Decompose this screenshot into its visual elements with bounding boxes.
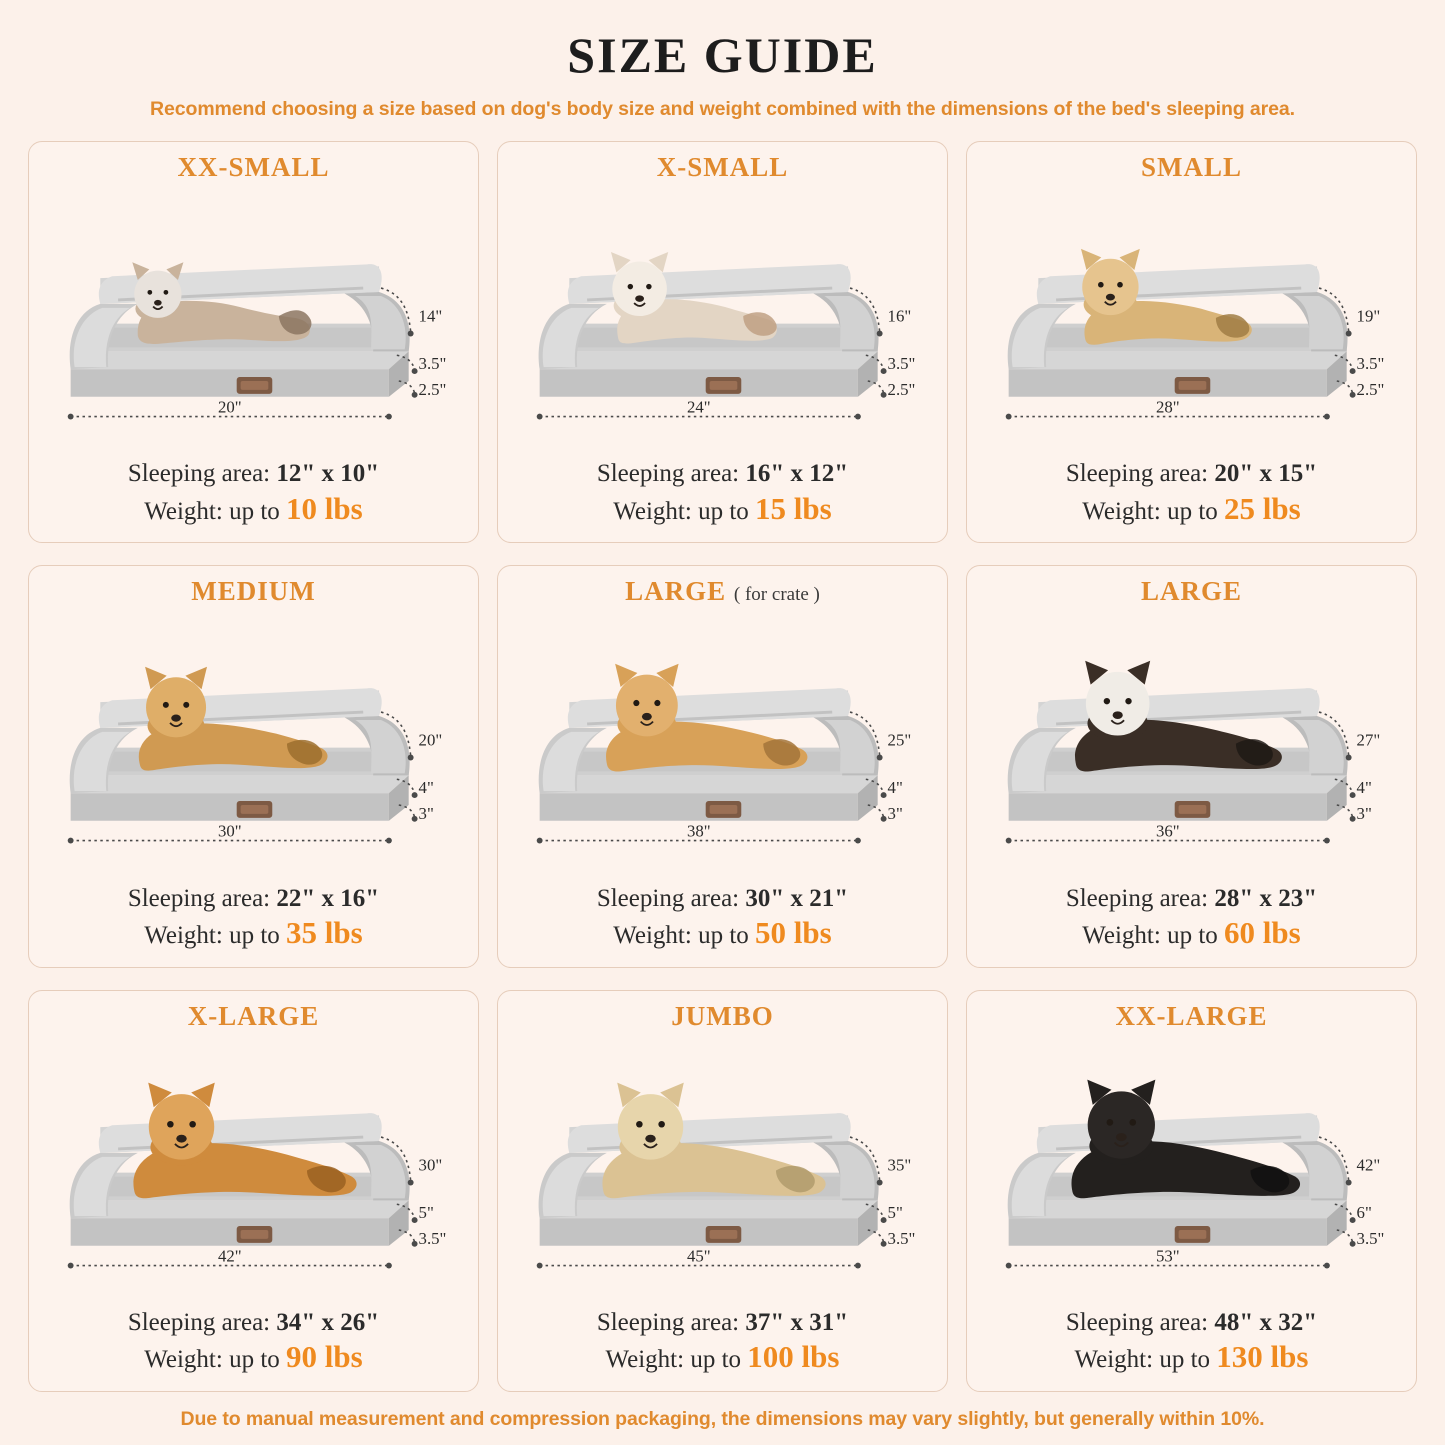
page-subtitle: Recommend choosing a size based on dog's body size and weight combined with the dimensions of the bed's sleeping area. [150,98,1295,120]
sleeping-area-value: 28" x 23" [1214,884,1318,912]
weight-line [41,1338,466,1377]
weight-upto-label: up to [1167,497,1218,525]
sleeping-area-line [41,458,466,489]
svg-text:25": 25" [887,730,912,750]
size-card-specs [510,458,935,528]
weight-line [41,490,466,529]
size-card-title [1141,576,1242,607]
size-card-x-small-1 [497,141,948,543]
size-name: JUMBO [671,1000,774,1031]
svg-text:24": 24" [686,397,711,417]
size-name: SMALL [1140,152,1243,182]
bed-illustration [41,185,466,458]
weight-upto-label: up to [229,921,280,949]
bed-illustration [979,185,1404,458]
weight-upto-label: up to [1167,921,1218,949]
size-card-xx-small-0 [28,141,479,543]
sleeping-area-value: 37" x 31" [745,1309,849,1336]
weight-value: 25 lbs [1224,490,1301,526]
size-note: ( for crate ) [733,584,820,606]
weight-value: 50 lbs [755,914,832,950]
svg-text:20": 20" [217,397,242,417]
weight-line [979,914,1404,953]
svg-text:2.5": 2.5" [418,379,447,399]
page-title: SIZE GUIDE [567,27,878,83]
sleeping-area-label: Sleeping area: [596,884,740,912]
weight-upto-label: up to [229,497,280,525]
svg-text:3.5": 3.5" [887,1228,916,1248]
bed-diagram [41,185,466,458]
weight-upto-label: up to [698,921,749,949]
weight-label: Weight: [613,921,692,949]
sleeping-area-label: Sleeping area: [596,460,740,488]
sleeping-area-line [510,1307,935,1338]
size-card-jumbo-7 [497,990,948,1392]
size-card-specs [979,458,1404,528]
size-card-title [1115,1001,1267,1032]
size-name: XX-SMALL [177,152,330,182]
svg-text:3.5": 3.5" [1356,1228,1385,1248]
svg-text:42": 42" [217,1246,242,1266]
sleeping-area-line [979,458,1404,489]
svg-text:5": 5" [418,1202,434,1222]
sleeping-area-line [979,883,1404,914]
size-name: LARGE [625,576,727,607]
size-card-specs [510,883,935,953]
svg-text:3": 3" [887,804,903,824]
footer-note: Due to manual measurement and compression packaging, the dimensions may vary slightly, but generally within 10%. [180,1408,1265,1430]
weight-value: 15 lbs [755,490,832,526]
sleeping-area-value: 12" x 10" [276,460,380,488]
weight-label: Weight: [613,497,692,525]
svg-text:35": 35" [887,1155,912,1175]
bed-illustration [510,1034,935,1307]
weight-line [41,914,466,953]
weight-line [510,1338,935,1377]
weight-upto-label: up to [229,1346,280,1374]
bed-diagram [41,1034,466,1307]
svg-text:3.5": 3.5" [1356,354,1385,374]
weight-value: 35 lbs [286,914,363,950]
size-card-title [657,152,789,183]
svg-text:20": 20" [418,730,443,750]
size-card-specs [41,883,466,953]
size-card-specs [979,883,1404,953]
size-card-xx-large-8 [966,990,1417,1392]
weight-label: Weight: [1082,921,1161,949]
size-card-large-5 [966,565,1417,967]
sleeping-area-label: Sleeping area: [127,460,271,488]
svg-text:38": 38" [686,821,711,841]
bed-illustration [510,185,935,458]
sleeping-area-value: 22" x 16" [276,884,380,912]
svg-text:19": 19" [1356,306,1381,326]
weight-label: Weight: [1082,497,1161,525]
svg-text:16": 16" [887,306,912,326]
sleeping-area-label: Sleeping area: [127,884,271,912]
svg-text:53": 53" [1155,1246,1180,1266]
size-name: XX-LARGE [1115,1000,1268,1031]
size-card-medium-3 [28,565,479,967]
sleeping-area-label: Sleeping area: [1065,884,1209,912]
sleeping-area-line [979,1307,1404,1338]
svg-text:6": 6" [1356,1202,1372,1222]
weight-label: Weight: [1074,1346,1154,1374]
svg-text:36": 36" [1155,821,1180,841]
sleeping-area-value: 34" x 26" [276,1309,380,1336]
size-card-specs [979,1307,1404,1377]
size-name: MEDIUM [191,576,316,607]
weight-label: Weight: [144,1346,223,1374]
bed-illustration [41,609,466,882]
weight-upto-label: up to [1159,1346,1211,1374]
weight-line [979,490,1404,529]
weight-line [510,490,935,529]
size-card-title [177,152,329,183]
size-card-title [625,576,820,607]
sleeping-area-label: Sleeping area: [127,1309,271,1336]
weight-value: 100 lbs [747,1339,840,1375]
size-name: LARGE [1140,576,1243,607]
bed-diagram [979,609,1404,882]
size-card-title [188,1001,320,1032]
svg-text:4": 4" [418,778,434,798]
svg-text:14": 14" [418,306,443,326]
svg-text:3.5": 3.5" [418,354,447,374]
bed-diagram [979,185,1404,458]
size-card-title [191,576,315,607]
svg-text:3.5": 3.5" [418,1228,447,1248]
sleeping-area-line [41,1307,466,1338]
svg-text:4": 4" [887,778,903,798]
sleeping-area-label: Sleeping area: [1065,1309,1209,1336]
svg-text:45": 45" [686,1246,711,1266]
size-card-grid [28,141,1417,1392]
sleeping-area-value: 16" x 12" [745,460,849,488]
weight-upto-label: up to [690,1346,742,1374]
svg-text:2.5": 2.5" [887,379,916,399]
size-card-specs [41,1307,466,1377]
svg-text:5": 5" [887,1202,903,1222]
bed-illustration [41,1034,466,1307]
bed-diagram [979,1034,1404,1307]
size-name: X-SMALL [656,152,789,182]
size-card-small-2 [966,141,1417,543]
svg-text:30": 30" [418,1155,443,1175]
size-card-specs [41,458,466,528]
svg-text:28": 28" [1155,397,1180,417]
weight-label: Weight: [144,497,223,525]
size-card-x-large-6 [28,990,479,1392]
size-card-specs [510,1307,935,1377]
svg-text:3": 3" [418,804,434,824]
bed-diagram [41,609,466,882]
svg-text:2.5": 2.5" [1356,379,1385,399]
weight-label: Weight: [605,1346,685,1374]
svg-text:4": 4" [1356,778,1372,798]
sleeping-area-value: 48" x 32" [1214,1309,1318,1336]
bed-diagram [510,185,935,458]
weight-value: 90 lbs [286,1339,363,1375]
sleeping-area-label: Sleeping area: [596,1309,740,1336]
weight-value: 130 lbs [1216,1339,1309,1375]
bed-illustration [979,609,1404,882]
sleeping-area-line [510,883,935,914]
sleeping-area-value: 30" x 21" [745,884,849,912]
weight-label: Weight: [144,921,223,949]
weight-line [510,914,935,953]
weight-value: 10 lbs [286,490,363,526]
weight-upto-label: up to [698,497,749,525]
bed-diagram [510,1034,935,1307]
bed-diagram [510,609,935,882]
svg-text:30": 30" [217,821,242,841]
bed-illustration [510,609,935,882]
svg-text:42": 42" [1356,1155,1381,1175]
svg-text:27": 27" [1356,730,1381,750]
svg-text:3": 3" [1356,804,1372,824]
sleeping-area-label: Sleeping area: [1065,460,1209,488]
size-card-large-4 [497,565,948,967]
svg-text:3.5": 3.5" [887,354,916,374]
sleeping-area-line [41,883,466,914]
size-card-title [671,1001,774,1032]
weight-value: 60 lbs [1224,914,1301,950]
weight-line [979,1338,1404,1377]
size-card-title [1141,152,1242,183]
size-name: X-LARGE [187,1000,320,1031]
sleeping-area-line [510,458,935,489]
sleeping-area-value: 20" x 15" [1214,460,1318,488]
bed-illustration [979,1034,1404,1307]
